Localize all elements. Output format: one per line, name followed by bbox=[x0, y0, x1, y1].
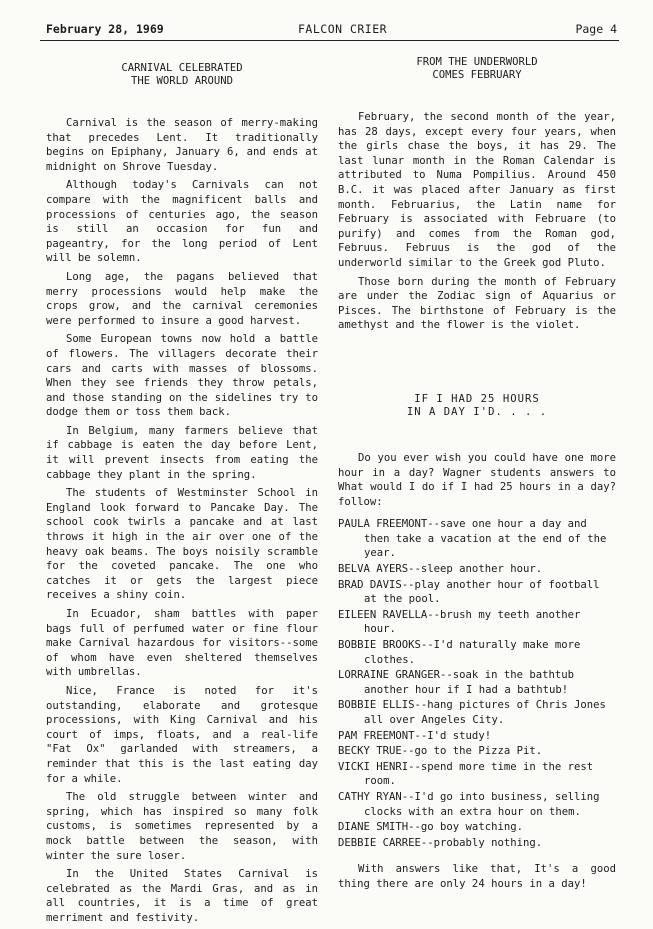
article-paragraph: In Ecuador, sham battles with paper bags full of perfumed water or fine flour make Carnival hazardous for visitors--some of whom have even sheltered themselves with umbrellas. bbox=[46, 608, 318, 679]
header-rule bbox=[40, 40, 619, 41]
list-item: BOBBIE BROOKS--I'd naturally make more clothes. bbox=[338, 639, 581, 666]
paper-name: FALCON CRIER bbox=[298, 22, 388, 36]
list-item: PAM FREEMONT--I'd study! bbox=[338, 729, 492, 742]
title-line: THE WORLD AROUND bbox=[130, 75, 234, 87]
list-item: PAULA FREEMONT--save one hour a day and then take a vacation at the end of the year. bbox=[338, 518, 607, 560]
list-item: BELVA AYERS--sleep another hour. bbox=[338, 563, 543, 576]
list-item: DEBBIE CARREE--probably nothing. bbox=[338, 836, 543, 849]
february-article-title bbox=[338, 56, 616, 82]
article-paragraph: The students of Westminster School in England look forward to Pancake Day. The school cook twirls a pancake and at last throws it high in the air over one of the heavy oak beams. The boys noisily scramble for the coveted pancake. The one who catches it or gets the largest piece receives a shiny coin. bbox=[46, 487, 318, 602]
article-paragraph: Those born during the month of February are under the Zodiac sign of Aquarius or Pisces. The birthstone of February is the amethyst and the flower is the violet. bbox=[338, 275, 616, 332]
issue-date: February 28, 1969 bbox=[46, 22, 164, 36]
title-line: FROM THE UNDERWORLD bbox=[416, 56, 538, 68]
article-paragraph: The old struggle between winter and spring, which has inspired so many folk customs, is sometimes represented by a mock battle between the season, with winter the sure loser. bbox=[46, 791, 318, 862]
list-item: LORRAINE GRANGER--soak in the bathtub another hour if I had a bathtub! bbox=[338, 669, 574, 696]
page-number: Page 4 bbox=[575, 22, 617, 36]
article-paragraph: Some European towns now hold a battle of flowers. The villagers decorate their cars and carts with masses of blossoms. When they see friends they throw petals, and those standing on the sidelines try to dodge them or toss them back. bbox=[46, 333, 318, 419]
article-paragraph: Do you ever wish you could have one more hour in a day? Wagner students answers to What would I do if I had 25 hours in a day? follow: bbox=[338, 451, 616, 508]
article-paragraph: Long age, the pagans believed that merry processions would help make the crops grow, and the carnival ceremonies were performed to insure a good harvest. bbox=[46, 270, 318, 327]
list-item: CATHY RYAN--I'd go into business, selling clocks with an extra hour on them. bbox=[338, 790, 600, 818]
article-paragraph: Although today's Carnivals can not compare with the magnificent balls and processions of centuries ago, the season is still an occasion for fun and pageantry, for the long period of Lent will be solemn. bbox=[46, 179, 318, 265]
article-paragraph: In the United States Carnival is celebrated as the Mardi Gras, and as in all countries, it is a time of great merriment and festivity. bbox=[46, 868, 318, 924]
title-line: IN A DAY I'D. . . . bbox=[406, 405, 548, 418]
title-line: IF I HAD 25 HOURS bbox=[414, 392, 540, 405]
list-item: BOBBIE ELLIS--hang pictures of Chris Jones all over Angeles City. bbox=[338, 699, 606, 726]
page-header bbox=[46, 22, 617, 40]
list-item: DIANE SMITH--go boy watching. bbox=[338, 821, 523, 834]
list-item: BRAD DAVIS--play another hour of football at the pool. bbox=[338, 578, 600, 606]
hours-article bbox=[338, 393, 616, 892]
article-paragraph: February, the second month of the year, has 28 days, except every four years, when the girls chase the boys, it has 29. The last lunar month in the Roman Calendar is attributed to Numa Pompilius. Around 450 B.C. it was placed after January as first month. Februarius, the Latin name for February is associated with Februare (to purify) and comes from the Roman god, Februus. Februus is the god of the underworld similar to the Greek god Pluto. bbox=[338, 111, 616, 269]
list-item: VICKI HENRI--spend more time in the rest room. bbox=[338, 760, 594, 788]
carnival-article-title bbox=[46, 62, 318, 88]
title-line: COMES FEBRUARY bbox=[432, 69, 522, 81]
left-column bbox=[46, 62, 318, 929]
hours-article-title bbox=[338, 393, 616, 419]
right-column bbox=[338, 56, 616, 896]
list-item: BECKY TRUE--go to the Pizza Pit. bbox=[338, 745, 543, 758]
title-line: CARNIVAL CELEBRATED bbox=[121, 62, 243, 74]
list-item: EILEEN RAVELLA--brush my teeth another hour. bbox=[338, 608, 581, 636]
student-answers-list bbox=[338, 517, 616, 850]
article-paragraph: Carnival is the season of merry-making that precedes Lent. It traditionally begins on Epiphany, January 6, and ends at midnight on Shrove Tuesday. bbox=[46, 117, 318, 173]
article-paragraph: Nice, France is noted for it's outstanding, elaborate and grotesque processions, with King Carnival and his court of imps, floats, and a real-life "Fat Ox" garlanded with streamers, a reminder that this is the last eating day for a while. bbox=[46, 684, 318, 785]
article-closing: With answers like that, It's a good thing there are only 24 hours in a day! bbox=[338, 863, 616, 890]
article-paragraph: In Belgium, many farmers believe that if cabbage is eaten the day before Lent, it will prevent insects from eating the cabbage they plant in the spring. bbox=[46, 424, 318, 481]
